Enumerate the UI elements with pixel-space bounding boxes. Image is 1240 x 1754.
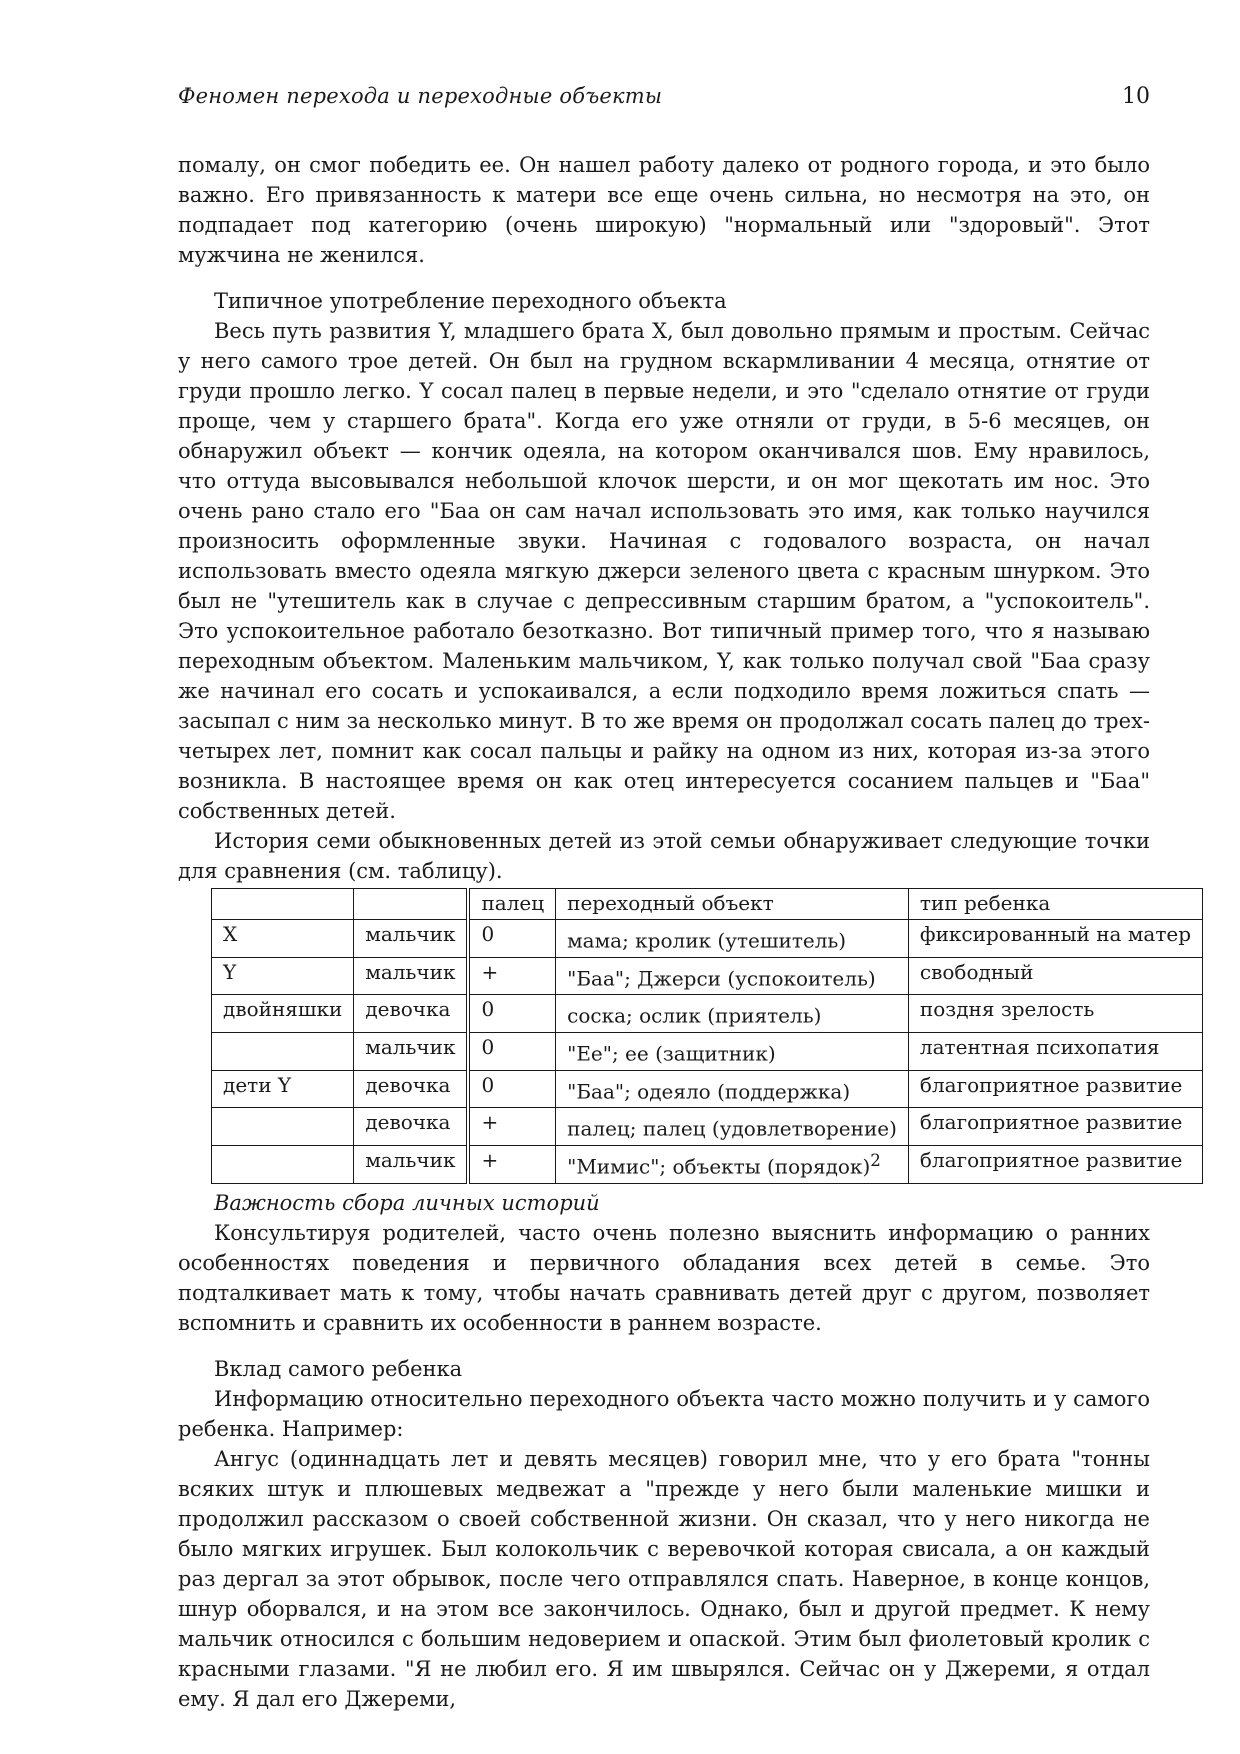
table-cell-finger: 0 xyxy=(468,1032,555,1070)
table-header-cell: тип ребенка xyxy=(908,889,1202,920)
comparison-table xyxy=(211,888,1203,1184)
table-cell-child xyxy=(212,1145,354,1183)
table-cell-sex: мальчик xyxy=(354,1145,469,1183)
section-heading: Вклад самого ребенка xyxy=(214,1356,463,1381)
page-number: 10 xyxy=(1122,84,1150,109)
table-cell-sex: мальчик xyxy=(354,957,469,995)
table-row xyxy=(212,957,1203,995)
table-cell-child xyxy=(212,1032,354,1070)
table-cell-type: благоприятное развитие xyxy=(908,1108,1202,1146)
paragraph: Ангус (одиннадцать лет и девять месяцев) говорил мне, что у его брата "тонны всяких штук и плюшевых медвежат а "прежде у него были маленькие мишки и продолжил рассказом о своей собственной жизни. Он сказал, что у него никогда не было мягких игрушек. Был колокольчик с веревочкой которая свисала, а он каждый раз дергал за этот обрывок, после чего отправлялся спать. Наверное, в конце концов, шнур оборвался, и на этом все закончилось. Однако, был и другой предмет. К нему мальчик относился с большим недоверием и опаской. Этим был фиолетовый кролик с красными глазами. "Я не любил его. Я им швырялся. Сейчас он у Джереми, я отдал ему. Я дал его Джереми, xyxy=(178,1446,1150,1711)
table-cell-sex: мальчик xyxy=(354,1032,469,1070)
table-row xyxy=(212,920,1203,958)
object-text: "Мимис"; объекты (порядок) xyxy=(567,1154,871,1179)
table-row xyxy=(212,1032,1203,1070)
table-row xyxy=(212,1108,1203,1146)
footnote-marker: 2 xyxy=(870,1150,881,1170)
table-cell-finger: + xyxy=(468,1145,555,1183)
table-cell-object xyxy=(556,995,909,1033)
running-header-title: Феномен перехода и переходные объекты xyxy=(178,84,663,108)
paragraph: История семи обыкновенных детей из этой семьи обнаруживает следующие точки для сравнения (см. таблицу). xyxy=(178,829,1150,883)
table-cell-type: поздня зрелость xyxy=(908,995,1202,1033)
table-row xyxy=(212,1145,1203,1183)
table-cell-child: дети Y xyxy=(212,1070,354,1108)
table-cell-sex: девочка xyxy=(354,995,469,1033)
table-header-row xyxy=(212,889,1203,920)
table-row xyxy=(212,995,1203,1033)
table-header-cell: переходный объект xyxy=(556,889,909,920)
table-header-cell xyxy=(354,889,469,920)
paragraph: помалу, он смог победить ее. Он нашел работу далеко от родного города, и это было важно. Его привязанность к матери все еще очень сильна, но несмотря на это, он подпадает под категорию (очень широкую) "нормальный или "здоровый". Этот мужчина не женился. xyxy=(178,153,1150,267)
section-heading: Типичное употребление переходного объекта xyxy=(214,289,727,313)
paragraph: Информацию относительно переходного объекта часто можно получить и у самого ребенка. Например: xyxy=(178,1386,1150,1441)
table-cell-type: благоприятное развитие xyxy=(908,1145,1202,1183)
table-cell-type: латентная психопатия xyxy=(908,1032,1202,1070)
table-cell-finger: + xyxy=(468,1108,555,1146)
table-cell-sex: девочка xyxy=(354,1108,469,1146)
table-cell-type: свободный xyxy=(908,957,1202,995)
table-cell-child: X xyxy=(212,920,354,958)
table-cell-child: двойняшки xyxy=(212,995,354,1033)
table-cell-child xyxy=(212,1108,354,1146)
object-text: "Баа"; Джерси (успокоитель) xyxy=(567,966,876,991)
body-text xyxy=(178,150,1192,1714)
table-header-cell xyxy=(212,889,354,920)
table-cell-object xyxy=(556,957,909,995)
table-cell-type: фиксированный на матер xyxy=(908,920,1202,958)
object-text: мама; кролик (утешитель) xyxy=(567,928,847,953)
object-text: палец; палец (удовлетворение) xyxy=(567,1116,897,1141)
table-cell-object xyxy=(556,1108,909,1146)
table-cell-finger: 0 xyxy=(468,1070,555,1108)
table-cell-object xyxy=(556,1145,909,1183)
object-text: "Ее"; ее (защитник) xyxy=(567,1041,776,1066)
table-cell-sex: девочка xyxy=(354,1070,469,1108)
object-text: "Баа"; одеяло (поддержка) xyxy=(567,1079,851,1104)
section-heading: Важность сбора личных историй xyxy=(214,1190,600,1215)
table-header-cell: палец xyxy=(468,889,555,920)
table-cell-object xyxy=(556,920,909,958)
object-text: соска; ослик (приятель) xyxy=(567,1003,822,1028)
table-cell-type: благоприятное развитие xyxy=(908,1070,1202,1108)
table-cell-finger: 0 xyxy=(468,995,555,1033)
paragraph: Консультируя родителей, часто очень полезно выяснить информацию о ранних особенностях поведения и первичного обладания всех детей в семье. Это подталкивает мать к тому, чтобы начать сравнивать детей друг с другом, позволяет вспомнить и сравнить их особенности в раннем возрасте. xyxy=(178,1220,1150,1335)
table-cell-child: Y xyxy=(212,957,354,995)
table-cell-finger: + xyxy=(468,957,555,995)
table-cell-sex: мальчик xyxy=(354,920,469,958)
table-cell-object xyxy=(556,1070,909,1108)
table-cell-finger: 0 xyxy=(468,920,555,958)
table-row xyxy=(212,1070,1203,1108)
paragraph: Весь путь развития Y, младшего брата X, был довольно прямым и простым. Сейчас у него самого трое детей. Он был на грудном вскармливании 4 месяца, отнятие от груди прошло легко. Y сосал палец в первые недели, и это "сделало отнятие от груди проще, чем у старшего брата". Когда его уже отняли от груди, в 5-6 месяцев, он обнаружил объект — кончик одеяла, на котором оканчивался шов. Ему нравилось, что оттуда высовывался небольшой клочок шерсти, и он мог щекотать им нос. Это очень рано стало его "Баа он сам начал использовать это имя, как только научился произносить оформленные звуки. Начиная с годовалого возраста, он начал использовать вместо одеяла мягкую джерси зеленого цвета с красным шнурком. Это был не "утешитель как в случае с депрессивным старшим братом, а "успокоитель". Это успокоительное работало безотказно. Вот типичный пример того, что я называю переходным объектом. Маленьким мальчиком, Y, как только получал свой "Баа сразу же начинал его сосать и успокаивался, а если подходило время ложиться спать — засыпал с ним за несколько минут. В то же время он продолжал сосать палец до трех-четырех лет, помнит как сосал пальцы и райку на одном из них, которая из-за этого возникла. В настоящее время он как отец интересуется сосанием пальцев и "Баа" собственных детей. xyxy=(178,319,1150,823)
table-cell-object xyxy=(556,1032,909,1070)
